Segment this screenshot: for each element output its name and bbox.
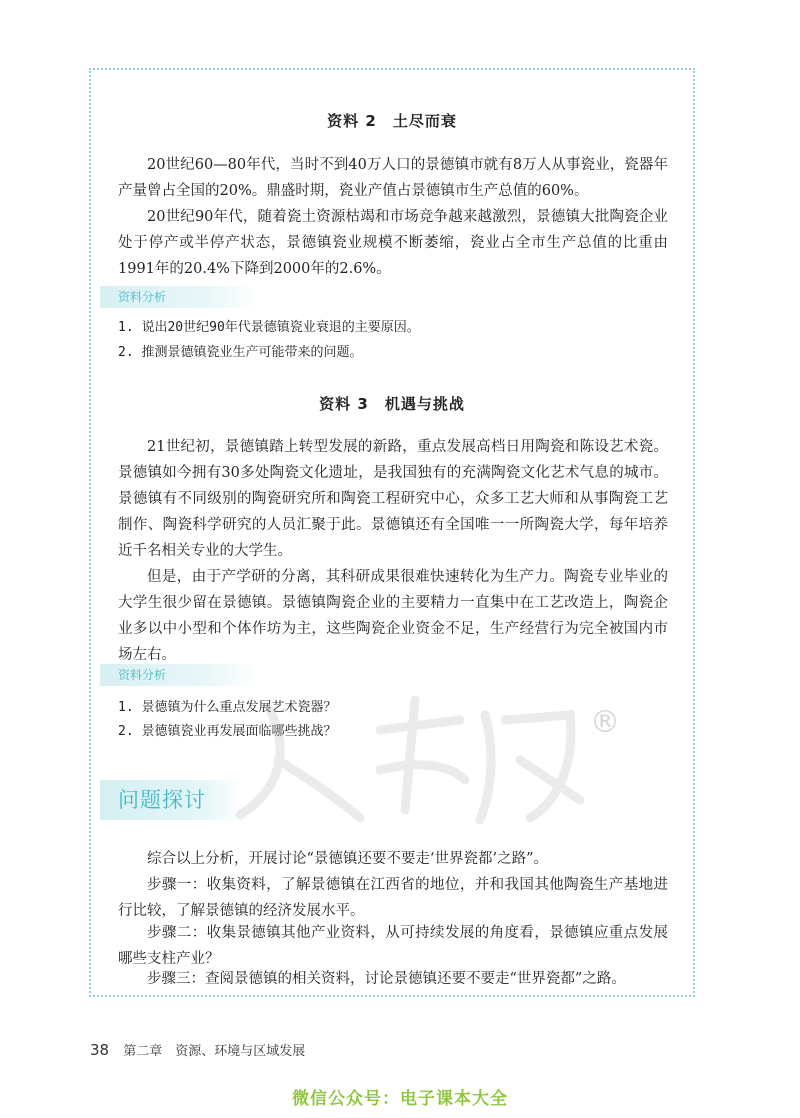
resource2-question-2: 2. 推测景德镇瓷业生产可能带来的问题。 [118,345,363,360]
discussion-title: 问题探讨 [100,780,240,820]
discussion-step-1: 步骤一：收集资料，了解景德镇在江西省的地位，并和我国其他陶瓷生产基地进行比较，了解景德镇的经济发展水平。 [118,877,668,919]
wechat-banner: 微信公众号：电子课本大全 [292,1089,508,1109]
resource3-question-2: 2. 景德镇瓷业再发展面临哪些挑战？ [118,724,337,739]
registered-mark: ® [590,705,620,740]
resource3-question-1: 1. 景德镇为什么重点发展艺术瓷器？ [118,700,337,715]
page-footer [90,1040,305,1059]
resource3-paragraph-1: 21世纪初，景德镇踏上转型发展的新路，重点发展高档日用陶瓷和陈设艺术瓷。景德镇如今拥有30多处陶瓷文化遗址，是我国独有的充满陶瓷文化艺术气息的城市。景德镇有不同级别的陶瓷研究所和陶瓷工程研究中心，众多工艺大师和从事陶瓷工艺制作、陶瓷科学研究的人员汇聚于此。景德镇还有全国唯一一所陶瓷大学，每年培养近千名相关专业的大学生。 [118,439,668,559]
resource2-analysis-tag: 资料分析 [100,286,256,308]
page-number: 38 [90,1041,110,1059]
resource3-analysis-tag: 资料分析 [100,664,256,686]
discussion-step-3: 步骤三：查阅景德镇的相关资料，讨论景德镇还要不要走“世界瓷都”之路。 [147,971,626,987]
discussion-intro: 综合以上分析，开展讨论“景德镇还要不要走‘世界瓷都’之路”。 [147,851,549,867]
resource2-paragraph-1: 20世纪60—80年代，当时不到40万人口的景德镇市就有8万人从事瓷业，瓷器年产量曾占全国的20%。鼎盛时期，瓷业产值占景德镇市生产总值的60%。 [118,157,668,199]
discussion-step-2: 步骤二：收集景德镇其他产业资料，从可持续发展的角度看，景德镇应重点发展哪些支柱产业？ [118,925,668,967]
resource3-paragraph-2: 但是，由于产学研的分离，其科研成果很难快速转化为生产力。陶瓷专业毕业的大学生很少留在景德镇。景德镇陶瓷企业的主要精力一直集中在工艺改造上，陶瓷企业多以中小型和个体作坊为主，这些陶瓷企业资金不足，生产经营行为完全被国内市场左右。 [118,569,668,663]
resource2-paragraph-2: 20世纪90年代，随着瓷土资源枯竭和市场竞争越来越激烈，景德镇大批陶瓷企业处于停产或半停产状态，景德镇瓷业规模不断萎缩，瓷业占全市生产总值的比重由1991年的20.4%下降到2000年的2.6%。 [118,209,668,277]
resource2-heading: 资料 2 土尽而衰 [327,112,457,130]
chapter-title: 第二章 资源、环境与区域发展 [123,1044,306,1059]
resource2-question-1: 1. 说出20世纪90年代景德镇瓷业衰退的主要原因。 [118,320,420,335]
resource3-heading: 资料 3 机遇与挑战 [319,395,465,413]
